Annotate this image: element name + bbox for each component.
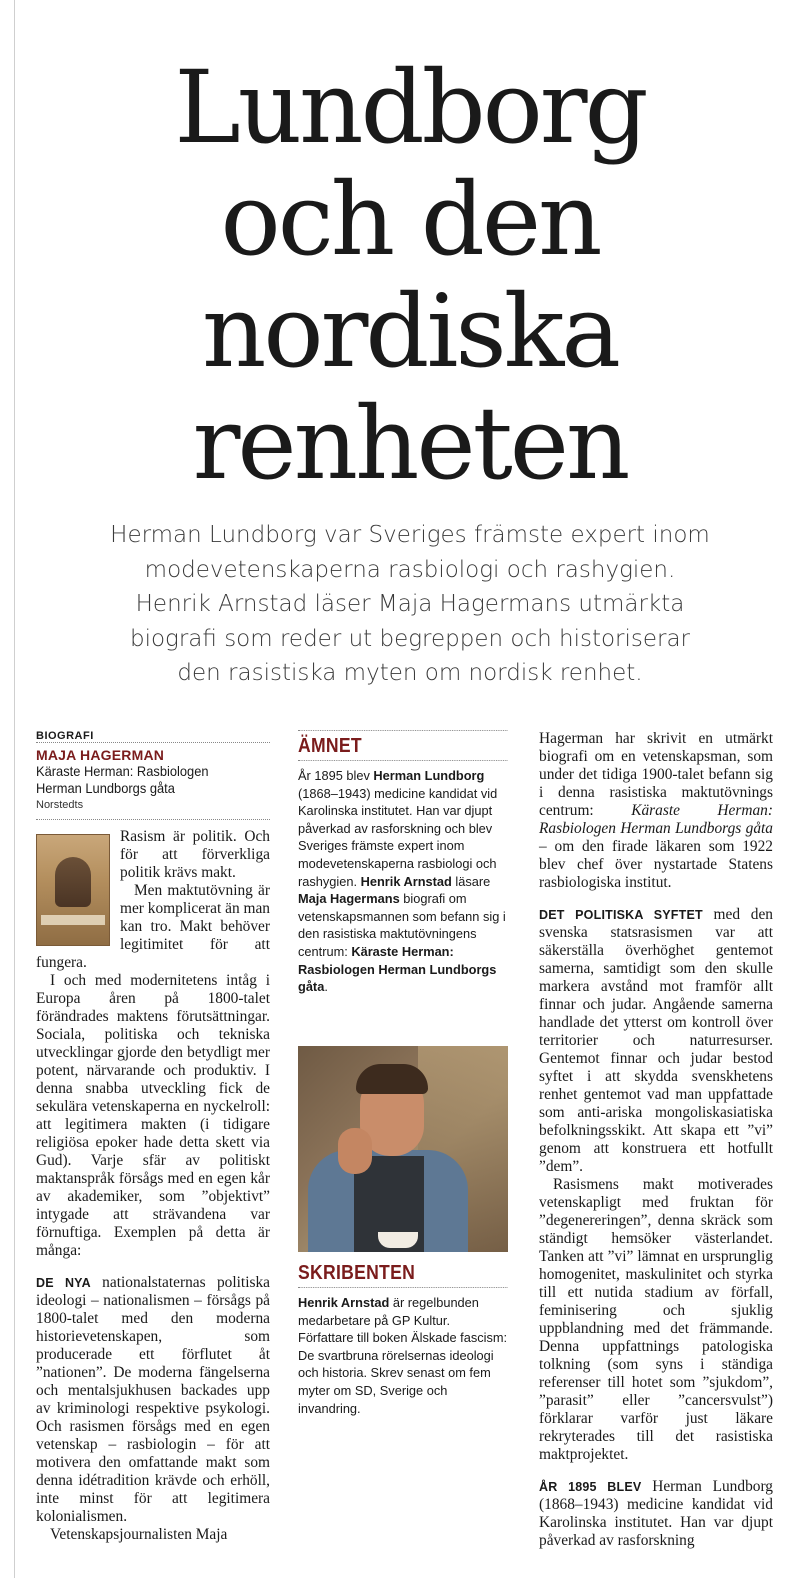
headline bbox=[60, 49, 760, 502]
bold-text: Henrik Arnstad bbox=[298, 1295, 390, 1310]
skribenten-box bbox=[298, 1258, 536, 1417]
headline-line: och den bbox=[220, 161, 600, 278]
paragraph bbox=[36, 1274, 270, 1526]
text: År 1895 blev bbox=[298, 768, 374, 783]
text: är regelbunden medarbetare på GP Kultur. Författare till boken Älskade fascism: De svartbruna rörelsernas ideologi och historia. Skrev senast om fem myter om SD, Sverige och invandring. bbox=[298, 1295, 508, 1416]
paragraph bbox=[539, 730, 773, 892]
paragraph-text: med den svenska statsrasismen var att säkerställa överhöghet gentemot samerna, samtidigt som den skulle markera avstånd mot framför allt finnar och judar. Angående samerna handlade det ytterst om kontroll över territorier och naturresurser. Gentemot finnar och judar bestod syftet i att skydda svenskhetens renhet gentemot vad man uppfattade som anti-ariska mongoliskasiatiska befolkningsskikt. Att skapa ett ”vi” genom att konstruera ett hotfullt ”dem”. bbox=[539, 906, 773, 1175]
headline-line: nordiska bbox=[202, 273, 618, 390]
paragraph-text: nationalstaternas politiska ideologi – nationalismen – försågs på 1800-talet med den moderna historievetenskapen, som producerade ett förflutet åt ”nationen”. De moderna fängelserna och mentalsjukhusen backades upp av kriminologi respektive psykologi. Och rasismen försågs med en egen vetenskap – rasbiologin – för att motivera den omfattande makt som denna idétradition krävde och erhöll, inte minst för att legitimera kolonialismen. bbox=[36, 1274, 270, 1525]
skribenten-text bbox=[298, 1294, 508, 1417]
paragraph: Rasismens makt motiverades vetenskapligt med fruktan för ”degenereringen”, denna skräck som ständigt hemsöker västerlandet. Tanken att ”vi” lämnat en ursprunglig homogenitet, maskulinitet och styrka till ett nutida stadium av förfall, feminisering och sjuklig uppblandning med det främmande. Denna uppfattnings patologiska tolkning (som syns i ständiga referenser till hotet som ”sjukdom”, ”parasit” eller ”cancersvulst”) förklarar varför just läkare rekryterades till det rasistiska maktprojektet. bbox=[539, 1176, 773, 1463]
lead-in: ÅR 1895 BLEV bbox=[539, 1480, 642, 1494]
paragraph: Rasism är politik. Och för att förverkliga politik krävs makt. bbox=[120, 828, 270, 881]
book-publisher: Norstedts bbox=[36, 799, 84, 811]
lead-in: DE NYA bbox=[36, 1276, 91, 1290]
body-text bbox=[539, 730, 773, 1550]
ingress-line: modevetenskaperna rasbiologi och rashygien. bbox=[144, 556, 676, 583]
paragraph: Men maktutövning är mer komplicerat än man kan tro. Makt behöver legitimitet för att fungera. bbox=[36, 882, 270, 971]
ingress-line: biografi som reder ut begreppen och historiserar bbox=[129, 625, 691, 652]
paragraph bbox=[539, 1478, 773, 1550]
ingress-line: Henrik Arnstad läser Maja Hagermans utmärkta bbox=[135, 591, 685, 617]
paragraph: I och med modernitetens intåg i Europa åren på 1800-talet förändrades maktens förutsättningar. Sociala, politiska och tekniska utvecklingar gjorde den betydligt mer potent, närvarande och produktiv. I denna snabba utveckling fick de sekulära vetenskaperna en nyckelroll: att legitimera makten (i tidigare religiösa epoker hade detta skett via Gud). Varje sfär av politiskt maktanspråk försågs med en egen kår av akademiker, som ”objektivt” intygade att strävandena var förnuftiga. Exemplen på detta är många: bbox=[36, 972, 270, 1259]
ingress-line: Herman Lundborg var Sveriges främste expert inom bbox=[110, 522, 710, 548]
photo-hand bbox=[338, 1128, 372, 1174]
paragraph-text: Herman Lundborg (1868–1943) medicine kandidat vid Karolinska institutet. Han var djupt påverkad av rasforskning bbox=[539, 1478, 774, 1549]
text: läsare bbox=[451, 873, 491, 889]
text: – om den firade läkaren som 1922 blev chef över nystartade Statens rasbiologiska institut. bbox=[539, 838, 773, 891]
paragraph: Vetenskapsjournalisten Maja bbox=[50, 1526, 228, 1543]
cover-portrait bbox=[55, 857, 91, 907]
text: Hagerman har skrivit en utmärkt biografi om en vetenskapsman, som under det tidiga 1900-talet befann sig i denna rasistiska maktutövnings centrum: bbox=[539, 730, 773, 819]
book-title-line: Käraste Herman: Rasbiologen bbox=[36, 763, 209, 779]
book-title bbox=[36, 763, 270, 797]
text: biografi om vetenskapsmannen som befann sig i den rasistiska maktutövningens centrum: bbox=[298, 891, 506, 959]
divider bbox=[36, 819, 270, 820]
body-text bbox=[36, 828, 270, 1544]
photo-hair bbox=[356, 1064, 428, 1094]
column-rule bbox=[14, 0, 15, 1578]
bold-text: Käraste Herman: Rasbiologen Herman Lundborgs gåta bbox=[298, 943, 497, 995]
amnet-text bbox=[298, 767, 508, 996]
author-photo bbox=[298, 1046, 508, 1252]
book-author: MAJA HAGERMAN bbox=[36, 747, 165, 763]
headline-line: renheten bbox=[192, 385, 628, 502]
lead-in: DET POLITISKA SYFTET bbox=[539, 908, 703, 922]
amnet-heading: ÄMNET bbox=[298, 730, 507, 761]
headline-line: Lundborg bbox=[174, 49, 646, 166]
book-cover-image bbox=[36, 834, 110, 946]
text: . bbox=[324, 979, 328, 995]
book-title-line: Herman Lundborgs gåta bbox=[36, 780, 175, 796]
text: (1868–1943) medicine kandidat vid Karolinska institutet. Han var djupt påverkad av rasforskning och blev Sveriges främste expert inom modevetenskaperna rasbiologi och rashygien. bbox=[298, 785, 498, 889]
skribenten-heading: SKRIBENTEN bbox=[298, 1258, 507, 1288]
bold-text: Henrik Arnstad bbox=[360, 873, 452, 889]
column-3 bbox=[539, 730, 773, 1550]
ingress-line: den rasistiska myten om nordisk renhet. bbox=[177, 660, 643, 686]
ingress bbox=[70, 518, 750, 691]
column-1 bbox=[36, 730, 270, 1544]
bold-text: Herman Lundborg bbox=[373, 768, 485, 783]
bold-text: Maja Hagermans bbox=[298, 891, 400, 907]
factbox-label: BIOGRAFI bbox=[36, 730, 270, 743]
photo-cup bbox=[378, 1232, 418, 1248]
italic-text: Käraste Herman: Rasbiologen Herman Lundborgs gåta bbox=[539, 802, 773, 837]
paragraph bbox=[539, 906, 773, 1176]
column-2 bbox=[298, 730, 508, 996]
cover-title-band bbox=[41, 915, 105, 925]
